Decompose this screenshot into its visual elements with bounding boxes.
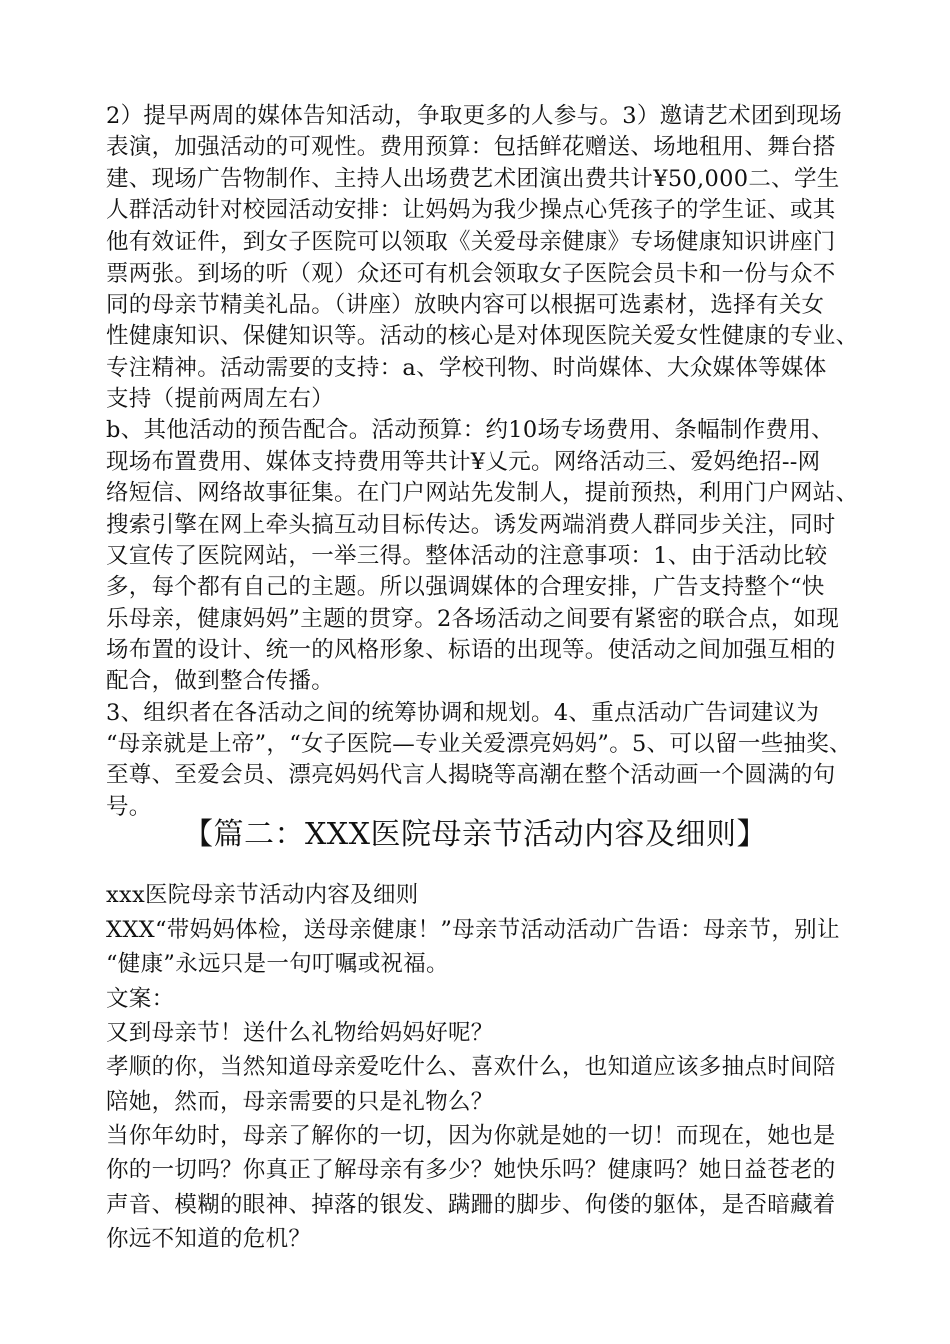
body-text-line: 支持（提前两周左右） (106, 386, 335, 412)
body-text-line: 人群活动针对校园活动安排：让妈妈为我少操点心凭孩子的学生证、或其 (106, 197, 836, 223)
body-text-line: 陪她，然而，母亲需要的只是礼物么？ (106, 1089, 494, 1115)
body-text-line: 多，每个都有自己的主题。所以强调媒体的合理安排，广告支持整个“快 (106, 574, 825, 600)
body-text-line: 现场布置费用、媒体支持费用等共计¥乂元。网络活动三、爱妈绝招--网 (106, 449, 821, 475)
body-text-line: 性健康知识、保健知识等。活动的核心是对体现医院关爱女性健康的专业、 (106, 323, 859, 349)
body-text-line: 搜索引擎在网上牵头搞互动目标传达。诱发两端消费人群同步关注，同时 (106, 512, 836, 538)
body-text-line: 专注精神。活动需要的支持：a、学校刊物、时尚媒体、大众媒体等媒体 (106, 355, 827, 381)
body-text-line: “健康”永远只是一句叮嘱或祝福。 (106, 951, 449, 977)
body-text-line: 你的一切吗？你真正了解母亲有多少？她快乐吗？健康吗？她日益苍老的 (106, 1157, 836, 1183)
body-text-line: 表演，加强活动的可观性。费用预算：包括鲜花赠送、场地租用、舞台搭 (106, 134, 836, 160)
section-heading: 【篇二：XXX医院母亲节活动内容及细则】 (182, 817, 768, 852)
body-text-line: 又到母亲节！送什么礼物给妈妈好呢？ (106, 1020, 494, 1046)
body-text-line: 同的母亲节精美礼品。（讲座）放映内容可以根据可选素材，选择有关女 (106, 292, 825, 318)
body-text-line: 文案： (106, 986, 175, 1012)
body-text-line: 2）提早两周的媒体告知活动，争取更多的人参与。3）邀请艺术团到现场 (106, 103, 843, 129)
subtitle-line: xxx医院母亲节活动内容及细则 (106, 882, 419, 908)
body-text-line: 3、组织者在各活动之间的统筹协调和规划。4、重点活动广告词建议为 (106, 700, 820, 726)
body-text-line: 至尊、至爱会员、漂亮妈妈代言人揭晓等高潮在整个活动画一个圆满的句 (106, 762, 836, 788)
body-text-line: 孝顺的你，当然知道母亲爱吃什么、喜欢什么，也知道应该多抽点时间陪 (106, 1054, 836, 1080)
body-text-line: 又宣传了医院网站，一举三得。整体活动的注意事项：1、由于活动比较 (106, 543, 828, 569)
body-text-line: 他有效证件，到女子医院可以领取《关爱母亲健康》专场健康知识讲座门 (106, 229, 836, 255)
body-text-line: b、其他活动的预告配合。活动预算：约10场专场费用、条幅制作费用、 (106, 417, 834, 443)
body-text-line: 当你年幼时，母亲了解你的一切，因为你就是她的一切！而现在，她也是 (106, 1123, 836, 1149)
body-text-line: 你远不知道的危机？ (106, 1226, 312, 1252)
body-text-line: 号。 (106, 794, 152, 820)
body-text-line: 配合，做到整合传播。 (106, 668, 335, 694)
body-text-line: “母亲就是上帝”，“女子医院—专业关爱漂亮妈妈”。5、可以留一些抽奖、 (106, 731, 852, 757)
body-text-line: 声音、模糊的眼神、掉落的银发、蹒跚的脚步、佝偻的躯体，是否暗藏着 (106, 1192, 836, 1218)
body-text-line: 建、现场广告物制作、主持人出场费艺术团演出费共计¥50,000二、学生 (106, 166, 840, 192)
body-text-line: 乐母亲，健康妈妈”主题的贯穿。2各场活动之间要有紧密的联合点，如现 (106, 606, 840, 632)
body-text-line: 票两张。到场的听（观）众还可有机会领取女子医院会员卡和一份与众不 (106, 261, 836, 287)
body-text-line: 场布置的设计、统一的风格形象、标语的出现等。使活动之间加强互相的 (106, 637, 836, 663)
body-text-line: 络短信、网络故事征集。在门户网站先发制人，提前预热，利用门户网站、 (106, 480, 859, 506)
body-text-line: XXX“带妈妈体检，送母亲健康！”母亲节活动活动广告语：母亲节，别让 (106, 917, 840, 943)
